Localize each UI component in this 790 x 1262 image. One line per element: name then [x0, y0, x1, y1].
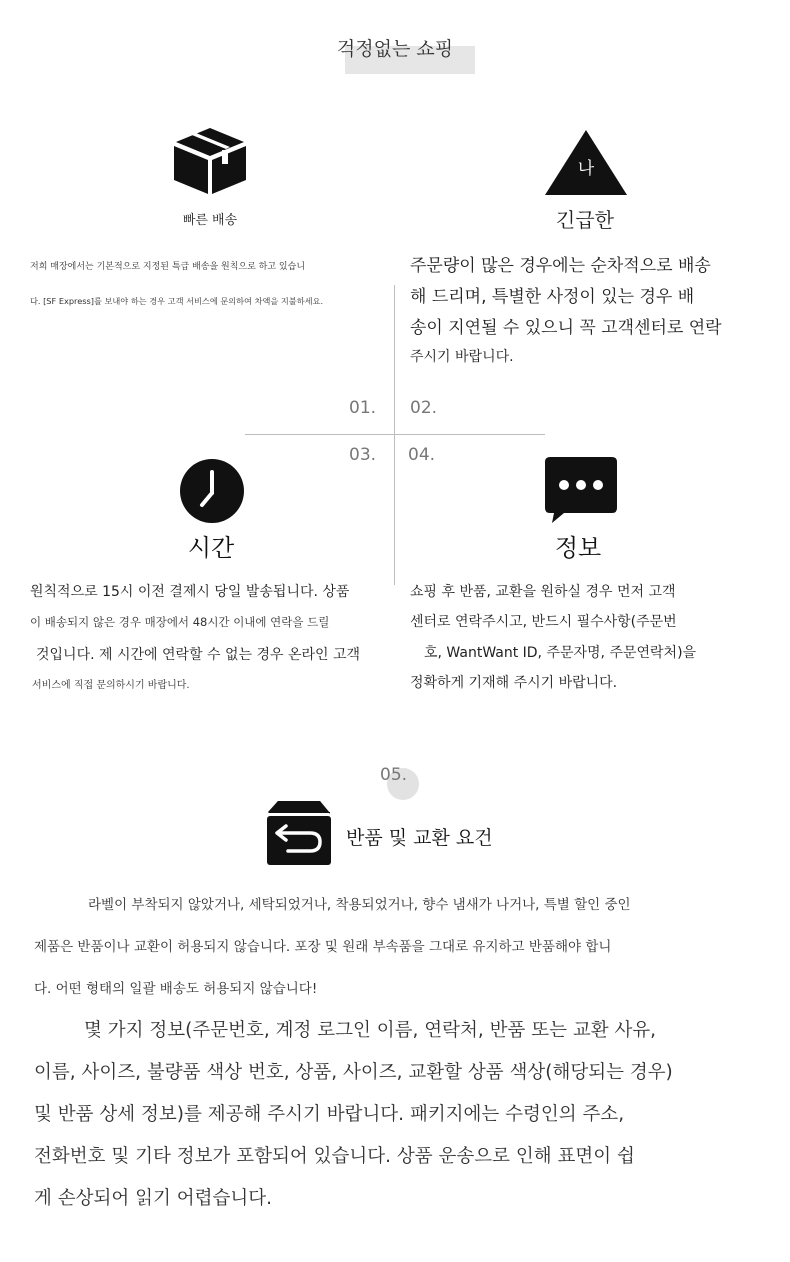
returns-large-line-4: 전화번호 및 기타 정보가 포함되어 있습니다. 상품 운송으로 인해 표면이 쉽 — [34, 1146, 635, 1167]
box-icon — [172, 126, 248, 196]
info-line-2: 센터로 연락주시고, 반드시 필수사항(주문번 — [410, 614, 677, 630]
urgent-line-2: 해 드리며, 특별한 사정이 있는 경우 배 — [410, 287, 695, 307]
returns-small-line-1: 라벨이 부착되지 않았거나, 세탁되었거나, 착용되었거나, 향수 냄새가 나거나, 특별 할인 중인 — [88, 897, 631, 913]
number-04: 04. — [408, 445, 436, 465]
clock-icon — [179, 458, 245, 524]
urgent-line-4: 주시기 바랍니다. — [410, 349, 514, 365]
info-line-4: 정확하게 기재해 주시기 바랍니다. — [410, 675, 618, 691]
info-line-3: 호, WantWant ID, 주문자명, 주문연락처)을 — [424, 645, 697, 661]
warning-glyph: 나 — [577, 159, 595, 179]
fast-delivery-label: 빠른 배송 — [182, 213, 238, 228]
number-03: 03. — [349, 445, 377, 465]
urgent-label: 긴급한 — [556, 208, 614, 232]
number-05: 05. — [380, 765, 408, 785]
chat-bubble-icon — [544, 456, 618, 524]
returns-label: 반품 및 교환 요건 — [346, 827, 493, 849]
returns-large-line-1: 몇 가지 정보(주문번호, 계정 로그인 이름, 연락처, 반품 또는 교환 사유, — [84, 1020, 657, 1041]
time-line-4: 서비스에 직접 문의하시기 바랍니다. — [32, 680, 190, 691]
returns-large-line-5: 게 손상되어 읽기 어렵습니다. — [34, 1188, 272, 1209]
urgent-line-3: 송이 지연될 수 있으니 꼭 고객센터로 연락 — [410, 318, 722, 338]
return-box-icon — [266, 800, 332, 866]
fast-delivery-line-2: 다. [SF Express]를 보내야 하는 경우 고객 서비스에 문의하여 차액을 지불하세요. — [30, 296, 324, 306]
returns-small-line-3: 다. 어떤 형태의 일괄 배송도 허용되지 않습니다! — [34, 981, 318, 997]
page-title: 걱정없는 쇼핑 — [336, 38, 454, 60]
number-01: 01. — [349, 398, 377, 418]
info-line-1: 쇼핑 후 반품, 교환을 원하실 경우 먼저 고객 — [410, 584, 676, 600]
time-line-1: 원칙적으로 15시 이전 결제시 당일 발송됩니다. 상품 — [30, 584, 350, 600]
info-label: 정보 — [554, 534, 602, 562]
returns-large-line-2: 이름, 사이즈, 불량품 색상 번호, 상품, 사이즈, 교환할 상품 색상(해당되는 경우) — [34, 1062, 673, 1083]
time-line-3: 것입니다. 제 시간에 연락할 수 없는 경우 온라인 고객 — [36, 647, 361, 663]
divider-horizontal — [245, 434, 545, 435]
fast-delivery-line-1: 저희 매장에서는 기본적으로 지정된 특급 배송을 원칙으로 하고 있습니 — [30, 262, 306, 272]
urgent-line-1: 주문량이 많은 경우에는 순차적으로 배송 — [410, 256, 711, 276]
time-line-2: 이 배송되지 않은 경우 매장에서 48시간 이내에 연락을 드릴 — [30, 615, 330, 629]
divider-vertical — [394, 285, 395, 585]
time-label: 시간 — [187, 534, 235, 562]
returns-large-line-3: 및 반품 상세 정보)를 제공해 주시기 바랍니다. 패키지에는 수령인의 주소, — [34, 1104, 625, 1125]
warning-triangle-icon — [543, 128, 629, 198]
returns-small-line-2: 제품은 반품이나 교환이 허용되지 않습니다. 포장 및 원래 부속품을 그대로 유지하고 반품해야 합니 — [34, 939, 612, 955]
number-02: 02. — [410, 398, 438, 418]
